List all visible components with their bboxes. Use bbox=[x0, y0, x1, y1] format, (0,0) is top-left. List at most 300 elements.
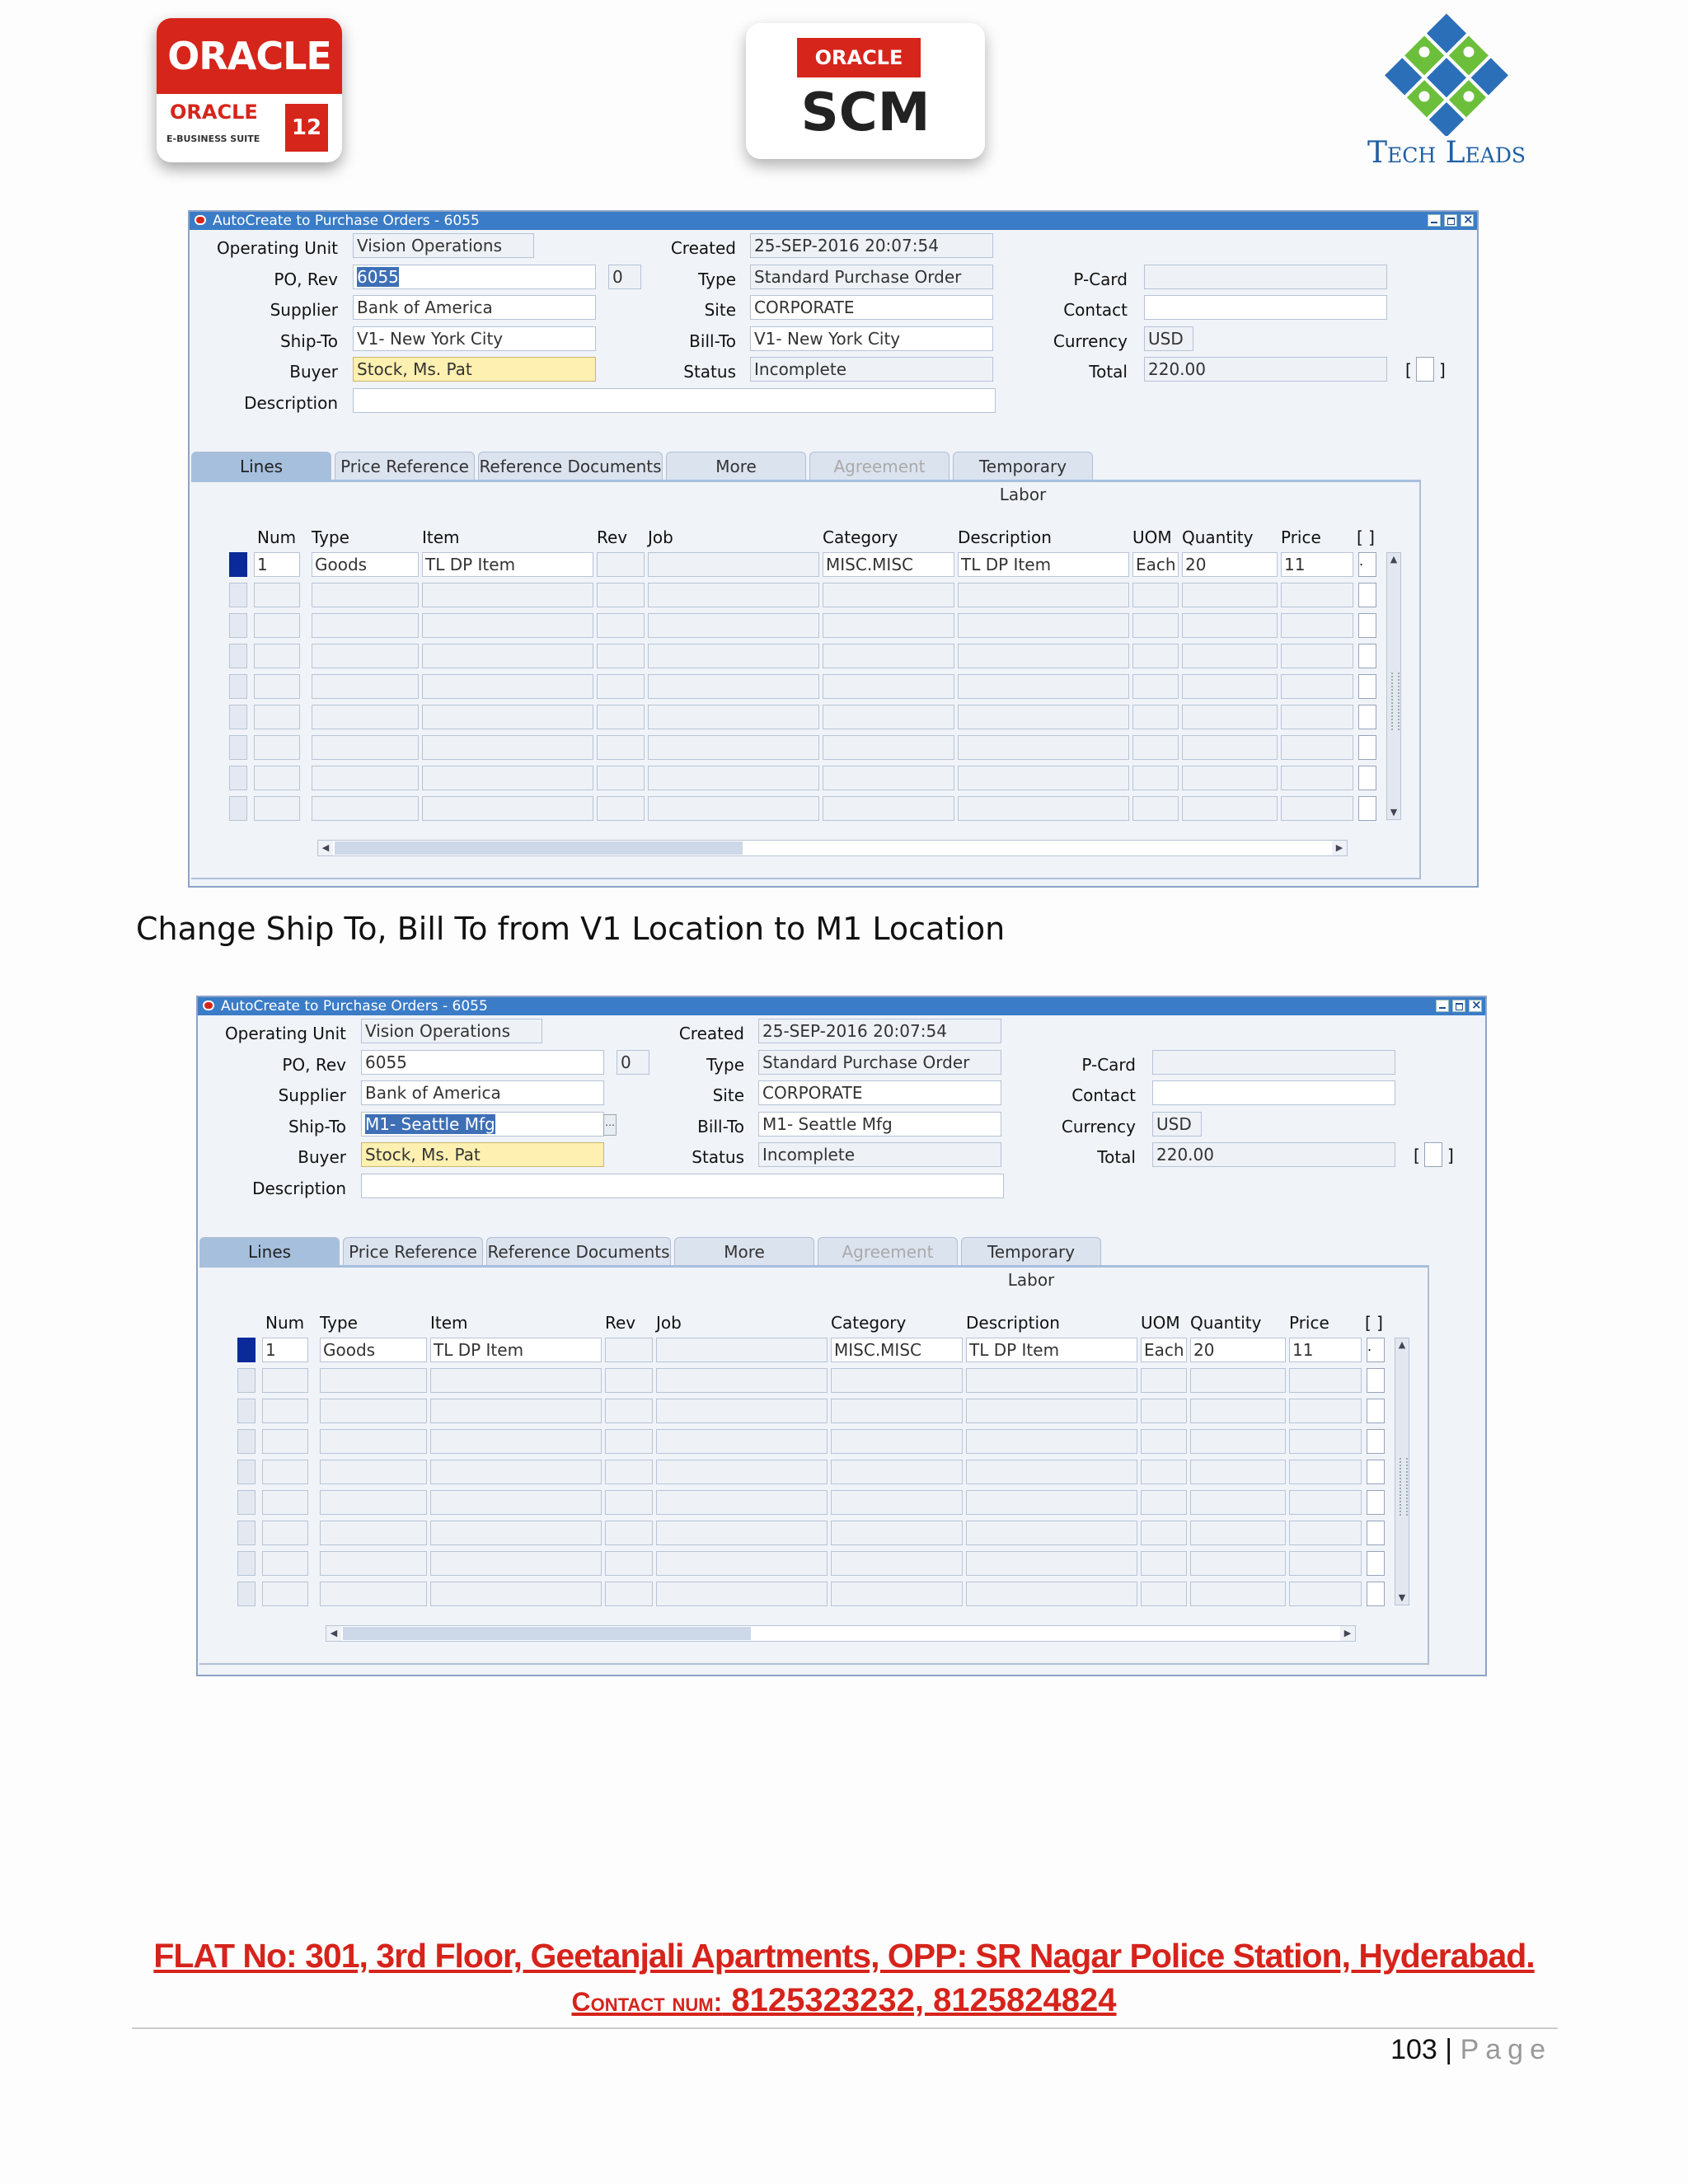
cell-category[interactable] bbox=[823, 583, 954, 607]
cell-rev[interactable] bbox=[597, 766, 645, 790]
cell-uom[interactable] bbox=[1141, 1582, 1187, 1606]
cell-job[interactable] bbox=[648, 674, 819, 699]
cell-job[interactable] bbox=[648, 644, 819, 668]
cell-rev[interactable] bbox=[597, 705, 645, 729]
contact-field[interactable] bbox=[1152, 1080, 1395, 1105]
row-selector[interactable] bbox=[229, 613, 247, 638]
cell-price[interactable] bbox=[1281, 644, 1353, 668]
cell-quantity[interactable] bbox=[1190, 1582, 1286, 1606]
ship-to-field[interactable] bbox=[361, 1112, 615, 1137]
autocreate-po-form-before bbox=[188, 210, 1479, 888]
cell-quantity[interactable] bbox=[1182, 705, 1278, 729]
buyer-field[interactable]: Stock, Ms. Pat bbox=[361, 1142, 604, 1167]
cell-type[interactable] bbox=[320, 1429, 427, 1454]
cell-uom[interactable] bbox=[1141, 1551, 1187, 1576]
cell-uom[interactable]: Each bbox=[1141, 1338, 1187, 1362]
row-checkbox[interactable] bbox=[1367, 1582, 1385, 1606]
cell-uom[interactable] bbox=[1132, 705, 1179, 729]
cell-num[interactable] bbox=[262, 1399, 308, 1423]
cell-item[interactable] bbox=[430, 1460, 602, 1484]
cell-item[interactable] bbox=[430, 1429, 602, 1454]
description-field[interactable] bbox=[361, 1174, 1004, 1198]
currency-field[interactable]: USD bbox=[1152, 1112, 1202, 1137]
cell-type[interactable] bbox=[312, 766, 419, 790]
scroll-up-icon[interactable]: ▲ bbox=[1398, 1339, 1406, 1350]
row-checkbox[interactable] bbox=[1367, 1368, 1385, 1393]
cell-category[interactable] bbox=[831, 1521, 963, 1545]
row-selector[interactable] bbox=[229, 796, 247, 821]
cell-category[interactable]: MISC.MISC bbox=[831, 1338, 963, 1362]
bill-to-field[interactable]: M1- Seattle Mfg bbox=[758, 1112, 1001, 1137]
row-selector[interactable] bbox=[237, 1521, 256, 1545]
cell-price[interactable] bbox=[1281, 583, 1353, 607]
row-checkbox[interactable] bbox=[1367, 1460, 1385, 1484]
cell-num[interactable] bbox=[262, 1582, 308, 1606]
cell-item[interactable]: TL DP Item bbox=[430, 1338, 602, 1362]
cell-rev[interactable] bbox=[597, 613, 645, 638]
tab-price-reference[interactable]: Price Reference bbox=[335, 452, 475, 480]
cell-description[interactable] bbox=[958, 796, 1129, 821]
row-selector[interactable] bbox=[229, 674, 247, 699]
supplier-label: Supplier bbox=[270, 300, 338, 320]
cell-description[interactable] bbox=[966, 1368, 1137, 1393]
column-header-type: Type bbox=[320, 1313, 358, 1333]
cell-type[interactable]: Goods bbox=[312, 552, 419, 577]
cell-price[interactable] bbox=[1289, 1490, 1362, 1515]
cell-uom[interactable] bbox=[1132, 796, 1179, 821]
cell-uom[interactable] bbox=[1132, 766, 1179, 790]
description-field[interactable] bbox=[353, 388, 996, 413]
cell-num[interactable]: 1 bbox=[254, 552, 300, 577]
row-selector[interactable] bbox=[237, 1551, 256, 1576]
cell-job[interactable] bbox=[648, 552, 819, 577]
tab-more[interactable]: More bbox=[674, 1237, 814, 1265]
site-field[interactable]: CORPORATE bbox=[750, 295, 993, 320]
cell-type[interactable] bbox=[312, 613, 419, 638]
cell-quantity[interactable] bbox=[1182, 644, 1278, 668]
cell-rev[interactable] bbox=[605, 1399, 653, 1423]
cell-category[interactable] bbox=[823, 766, 954, 790]
row-checkbox[interactable] bbox=[1367, 1399, 1385, 1423]
cell-quantity[interactable]: 20 bbox=[1190, 1338, 1286, 1362]
cell-type[interactable] bbox=[320, 1460, 427, 1484]
cell-job[interactable] bbox=[656, 1338, 828, 1362]
cell-price[interactable] bbox=[1281, 674, 1353, 699]
cell-price[interactable] bbox=[1289, 1399, 1362, 1423]
cell-rev[interactable] bbox=[605, 1429, 653, 1454]
site-field[interactable]: CORPORATE bbox=[758, 1080, 1001, 1105]
cell-item[interactable] bbox=[422, 705, 593, 729]
row-selector[interactable] bbox=[229, 583, 247, 607]
cell-num[interactable] bbox=[254, 674, 300, 699]
row-selector[interactable] bbox=[237, 1399, 256, 1423]
row-selector[interactable] bbox=[237, 1490, 256, 1515]
cell-quantity[interactable] bbox=[1190, 1460, 1286, 1484]
cell-uom[interactable] bbox=[1141, 1521, 1187, 1545]
cell-uom[interactable] bbox=[1141, 1368, 1187, 1393]
cell-price[interactable]: 11 bbox=[1281, 552, 1353, 577]
minimize-icon[interactable] bbox=[1428, 214, 1441, 227]
scroll-thumb[interactable] bbox=[335, 841, 743, 855]
cell-rev[interactable] bbox=[597, 674, 645, 699]
cell-quantity[interactable] bbox=[1190, 1368, 1286, 1393]
row-selector[interactable] bbox=[229, 705, 247, 729]
site-label: Site bbox=[704, 300, 736, 320]
tab-temporary-labor[interactable]: Temporary Labor bbox=[961, 1237, 1101, 1265]
row-selector[interactable] bbox=[237, 1368, 256, 1393]
row-checkbox[interactable]: . bbox=[1358, 552, 1376, 577]
cell-job[interactable] bbox=[648, 583, 819, 607]
cell-uom[interactable] bbox=[1132, 674, 1179, 699]
cell-category[interactable] bbox=[823, 705, 954, 729]
cell-rev[interactable] bbox=[605, 1338, 653, 1362]
cell-quantity[interactable] bbox=[1182, 796, 1278, 821]
cell-num[interactable] bbox=[262, 1490, 308, 1515]
horizontal-scrollbar[interactable] bbox=[317, 840, 1348, 856]
cell-item[interactable] bbox=[430, 1521, 602, 1545]
scroll-grip[interactable] bbox=[1391, 673, 1400, 730]
buyer-field[interactable]: Stock, Ms. Pat bbox=[353, 357, 596, 382]
cell-category[interactable] bbox=[831, 1490, 963, 1515]
cell-quantity[interactable] bbox=[1182, 674, 1278, 699]
cell-job[interactable] bbox=[648, 705, 819, 729]
type-label: Type bbox=[706, 1055, 744, 1075]
cell-description[interactable] bbox=[958, 644, 1129, 668]
cell-price[interactable] bbox=[1289, 1521, 1362, 1545]
cell-num[interactable] bbox=[254, 735, 300, 760]
ship-to-lov-button[interactable]: … bbox=[603, 1114, 617, 1136]
row-selector[interactable] bbox=[237, 1460, 256, 1484]
cell-job[interactable] bbox=[656, 1551, 828, 1576]
cell-num[interactable] bbox=[262, 1551, 308, 1576]
cell-type[interactable] bbox=[320, 1521, 427, 1545]
row-checkbox[interactable] bbox=[1367, 1429, 1385, 1454]
row-checkbox[interactable] bbox=[1358, 735, 1376, 760]
maximize-icon[interactable] bbox=[1444, 214, 1457, 227]
cell-description[interactable] bbox=[958, 674, 1129, 699]
cell-num[interactable] bbox=[254, 583, 300, 607]
oracle-logo-text: ORACLE bbox=[157, 18, 342, 94]
cell-description[interactable] bbox=[966, 1521, 1137, 1545]
cell-rev[interactable] bbox=[597, 735, 645, 760]
cell-uom[interactable] bbox=[1132, 583, 1179, 607]
cell-description[interactable] bbox=[966, 1399, 1137, 1423]
cell-job[interactable] bbox=[648, 613, 819, 638]
po-number-field[interactable] bbox=[361, 1050, 604, 1075]
cell-category[interactable] bbox=[831, 1399, 963, 1423]
cell-price[interactable] bbox=[1281, 613, 1353, 638]
cell-category[interactable] bbox=[831, 1368, 963, 1393]
cell-job[interactable] bbox=[648, 766, 819, 790]
scroll-up-icon[interactable]: ▲ bbox=[1390, 554, 1398, 565]
cell-type[interactable] bbox=[312, 583, 419, 607]
cell-job[interactable] bbox=[656, 1582, 828, 1606]
cell-job[interactable] bbox=[656, 1429, 828, 1454]
cell-price[interactable] bbox=[1281, 766, 1353, 790]
currency-field[interactable]: USD bbox=[1144, 326, 1193, 351]
cell-rev[interactable] bbox=[597, 583, 645, 607]
cell-item[interactable] bbox=[422, 735, 593, 760]
column-header-rev: Rev bbox=[605, 1313, 636, 1333]
ship-to-field[interactable] bbox=[353, 326, 596, 351]
maximize-icon[interactable] bbox=[1452, 1000, 1465, 1012]
tab-reference-documents[interactable]: Reference Documents bbox=[478, 452, 663, 480]
supplier-label: Supplier bbox=[278, 1085, 346, 1105]
cell-uom[interactable] bbox=[1132, 735, 1179, 760]
total-label: Total bbox=[1097, 1147, 1136, 1167]
supplier-field[interactable]: Bank of America bbox=[361, 1080, 604, 1105]
cell-rev[interactable] bbox=[605, 1460, 653, 1484]
cell-num[interactable] bbox=[254, 796, 300, 821]
cell-price[interactable] bbox=[1289, 1551, 1362, 1576]
cell-description[interactable] bbox=[958, 613, 1129, 638]
cell-description[interactable] bbox=[966, 1429, 1137, 1454]
scroll-left-icon[interactable]: ◀ bbox=[326, 1626, 341, 1641]
cell-rev[interactable] bbox=[597, 644, 645, 668]
vertical-scrollbar[interactable] bbox=[1395, 1338, 1409, 1605]
cell-description[interactable] bbox=[958, 705, 1129, 729]
cell-price[interactable] bbox=[1289, 1582, 1362, 1606]
cell-uom[interactable] bbox=[1141, 1490, 1187, 1515]
cell-num[interactable] bbox=[262, 1368, 308, 1393]
cell-uom[interactable] bbox=[1141, 1460, 1187, 1484]
cell-type[interactable]: Goods bbox=[320, 1338, 427, 1362]
cell-quantity[interactable] bbox=[1182, 766, 1278, 790]
row-selector[interactable] bbox=[229, 735, 247, 760]
row-selector[interactable] bbox=[237, 1582, 256, 1606]
cell-item[interactable] bbox=[422, 644, 593, 668]
cell-num[interactable] bbox=[254, 613, 300, 638]
currency-label: Currency bbox=[1053, 331, 1128, 351]
cell-item[interactable] bbox=[422, 766, 593, 790]
cell-quantity[interactable] bbox=[1182, 735, 1278, 760]
tab-lines[interactable]: Lines bbox=[199, 1237, 340, 1265]
tab-lines[interactable]: Lines bbox=[191, 452, 331, 480]
cell-item[interactable] bbox=[430, 1368, 602, 1393]
cell-rev[interactable] bbox=[597, 552, 645, 577]
page-number-value: 103 bbox=[1390, 2034, 1437, 2065]
row-selector[interactable] bbox=[237, 1338, 256, 1362]
row-checkbox[interactable] bbox=[1358, 766, 1376, 790]
cell-rev[interactable] bbox=[605, 1582, 653, 1606]
footer-contact bbox=[0, 1982, 1688, 2019]
type-field[interactable]: Standard Purchase Order bbox=[750, 265, 993, 289]
cell-num[interactable] bbox=[254, 705, 300, 729]
cell-quantity[interactable] bbox=[1182, 613, 1278, 638]
cell-quantity[interactable]: 20 bbox=[1182, 552, 1278, 577]
cell-job[interactable] bbox=[656, 1460, 828, 1484]
row-checkbox[interactable] bbox=[1358, 796, 1376, 821]
po-number-value: 6055 bbox=[357, 267, 399, 287]
cell-job[interactable] bbox=[656, 1490, 828, 1515]
cell-description[interactable] bbox=[958, 583, 1129, 607]
attachment-checkbox[interactable] bbox=[1416, 357, 1434, 382]
cell-item[interactable] bbox=[430, 1490, 602, 1515]
attachment-checkbox[interactable] bbox=[1424, 1142, 1442, 1167]
window-controls bbox=[1428, 214, 1474, 227]
cell-uom[interactable] bbox=[1132, 613, 1179, 638]
supplier-field[interactable]: Bank of America bbox=[353, 295, 596, 320]
cell-item[interactable]: TL DP Item bbox=[422, 552, 593, 577]
contact-field[interactable] bbox=[1144, 295, 1387, 320]
cell-item[interactable] bbox=[430, 1582, 602, 1606]
cell-category[interactable] bbox=[831, 1582, 963, 1606]
row-checkbox[interactable] bbox=[1358, 613, 1376, 638]
scroll-down-icon[interactable]: ▼ bbox=[1390, 807, 1398, 818]
cell-category[interactable] bbox=[823, 674, 954, 699]
vertical-scrollbar[interactable] bbox=[1386, 552, 1401, 820]
description-label: Description bbox=[244, 393, 338, 413]
cell-description[interactable] bbox=[958, 766, 1129, 790]
cell-quantity[interactable] bbox=[1190, 1429, 1286, 1454]
cell-description[interactable] bbox=[966, 1551, 1137, 1576]
cell-price[interactable] bbox=[1289, 1368, 1362, 1393]
cell-price[interactable] bbox=[1281, 735, 1353, 760]
cell-type[interactable] bbox=[312, 705, 419, 729]
cell-type[interactable] bbox=[320, 1399, 427, 1423]
cell-item[interactable] bbox=[422, 796, 593, 821]
cell-price[interactable] bbox=[1281, 796, 1353, 821]
row-checkbox[interactable] bbox=[1367, 1490, 1385, 1515]
cell-job[interactable] bbox=[656, 1399, 828, 1423]
instruction-caption: Change Ship To, Bill To from V1 Location to M1 Location bbox=[136, 911, 1006, 947]
tab-more[interactable]: More bbox=[666, 452, 806, 480]
scroll-thumb[interactable] bbox=[343, 1627, 751, 1640]
scm-oracle-text: ORACLE bbox=[797, 38, 921, 77]
row-checkbox[interactable] bbox=[1358, 674, 1376, 699]
cell-description[interactable] bbox=[966, 1460, 1137, 1484]
row-selector[interactable] bbox=[237, 1429, 256, 1454]
cell-price[interactable] bbox=[1281, 705, 1353, 729]
row-selector[interactable] bbox=[229, 766, 247, 790]
cell-job[interactable] bbox=[656, 1521, 828, 1545]
cell-rev[interactable] bbox=[605, 1368, 653, 1393]
operating-unit-field[interactable]: Vision Operations bbox=[361, 1019, 542, 1043]
tab-temporary-labor[interactable]: Temporary Labor bbox=[953, 452, 1093, 480]
column-header-uom: UOM bbox=[1141, 1313, 1180, 1333]
row-selector[interactable] bbox=[229, 552, 247, 577]
cell-description[interactable]: TL DP Item bbox=[958, 552, 1129, 577]
type-field[interactable]: Standard Purchase Order bbox=[758, 1050, 1001, 1075]
cell-type[interactable] bbox=[312, 644, 419, 668]
minimize-icon[interactable] bbox=[1436, 1000, 1449, 1012]
cell-quantity[interactable] bbox=[1190, 1551, 1286, 1576]
row-checkbox[interactable] bbox=[1358, 583, 1376, 607]
cell-category[interactable] bbox=[823, 735, 954, 760]
cell-description[interactable]: TL DP Item bbox=[966, 1338, 1137, 1362]
cell-category[interactable] bbox=[831, 1429, 963, 1454]
cell-category[interactable] bbox=[831, 1460, 963, 1484]
cell-type[interactable] bbox=[320, 1368, 427, 1393]
pcard-field[interactable] bbox=[1144, 265, 1387, 289]
cell-quantity[interactable] bbox=[1190, 1521, 1286, 1545]
cell-description[interactable] bbox=[966, 1490, 1137, 1515]
cell-category[interactable] bbox=[823, 613, 954, 638]
cell-item[interactable] bbox=[422, 583, 593, 607]
cell-category[interactable] bbox=[823, 796, 954, 821]
cell-num[interactable] bbox=[262, 1521, 308, 1545]
cell-rev[interactable] bbox=[605, 1551, 653, 1576]
pcard-label: P-Card bbox=[1073, 269, 1128, 289]
cell-quantity[interactable] bbox=[1182, 583, 1278, 607]
cell-type[interactable] bbox=[320, 1551, 427, 1576]
cell-uom[interactable]: Each bbox=[1132, 552, 1179, 577]
cell-item[interactable] bbox=[422, 674, 593, 699]
cell-price[interactable] bbox=[1289, 1429, 1362, 1454]
po-number-value: 6055 bbox=[365, 1052, 407, 1072]
cell-description[interactable] bbox=[958, 735, 1129, 760]
row-checkbox[interactable] bbox=[1367, 1521, 1385, 1545]
rev-field[interactable]: 0 bbox=[608, 265, 641, 289]
row-checkbox[interactable] bbox=[1358, 644, 1376, 668]
scroll-right-icon[interactable]: ▶ bbox=[1332, 841, 1347, 855]
cell-job[interactable] bbox=[648, 796, 819, 821]
close-icon[interactable] bbox=[1461, 214, 1474, 227]
tab-agreement: Agreement bbox=[809, 452, 950, 480]
cell-rev[interactable] bbox=[597, 796, 645, 821]
cell-type[interactable] bbox=[312, 735, 419, 760]
cell-price[interactable] bbox=[1289, 1460, 1362, 1484]
row-selector[interactable] bbox=[229, 644, 247, 668]
cell-category[interactable]: MISC.MISC bbox=[823, 552, 954, 577]
cell-type[interactable] bbox=[320, 1490, 427, 1515]
cell-item[interactable] bbox=[430, 1399, 602, 1423]
cell-num[interactable] bbox=[254, 766, 300, 790]
cell-type[interactable] bbox=[320, 1582, 427, 1606]
cell-type[interactable] bbox=[312, 674, 419, 699]
rev-field[interactable]: 0 bbox=[617, 1050, 649, 1075]
cell-quantity[interactable] bbox=[1190, 1490, 1286, 1515]
row-checkbox[interactable] bbox=[1358, 705, 1376, 729]
cell-price[interactable]: 11 bbox=[1289, 1338, 1362, 1362]
cell-rev[interactable] bbox=[605, 1521, 653, 1545]
description-label: Description bbox=[252, 1179, 346, 1198]
bill-to-field[interactable]: V1- New York City bbox=[750, 326, 993, 351]
cell-job[interactable] bbox=[656, 1368, 828, 1393]
cell-uom[interactable] bbox=[1132, 644, 1179, 668]
cell-num[interactable]: 1 bbox=[262, 1338, 308, 1362]
cell-description[interactable] bbox=[966, 1582, 1137, 1606]
cell-rev[interactable] bbox=[605, 1490, 653, 1515]
cell-num[interactable] bbox=[254, 644, 300, 668]
cell-job[interactable] bbox=[648, 735, 819, 760]
cell-num[interactable] bbox=[262, 1429, 308, 1454]
cell-category[interactable] bbox=[831, 1551, 963, 1576]
po-number-field[interactable] bbox=[353, 265, 596, 289]
scroll-grip[interactable] bbox=[1400, 1458, 1408, 1516]
cell-uom[interactable] bbox=[1141, 1429, 1187, 1454]
pcard-field[interactable] bbox=[1152, 1050, 1395, 1075]
cell-uom[interactable] bbox=[1141, 1399, 1187, 1423]
buyer-label: Buyer bbox=[298, 1147, 346, 1167]
cell-item[interactable] bbox=[430, 1551, 602, 1576]
cell-num[interactable] bbox=[262, 1460, 308, 1484]
horizontal-scrollbar[interactable] bbox=[326, 1625, 1356, 1642]
tab-reference-documents[interactable]: Reference Documents bbox=[486, 1237, 671, 1265]
row-checkbox[interactable]: . bbox=[1367, 1338, 1385, 1362]
scroll-down-icon[interactable]: ▼ bbox=[1398, 1592, 1406, 1603]
cell-type[interactable] bbox=[312, 796, 419, 821]
close-icon[interactable] bbox=[1469, 1000, 1482, 1012]
scroll-right-icon[interactable]: ▶ bbox=[1340, 1626, 1355, 1641]
scroll-left-icon[interactable]: ◀ bbox=[318, 841, 333, 855]
cell-category[interactable] bbox=[823, 644, 954, 668]
operating-unit-field[interactable]: Vision Operations bbox=[353, 233, 534, 258]
cell-item[interactable] bbox=[422, 613, 593, 638]
cell-quantity[interactable] bbox=[1190, 1399, 1286, 1423]
tab-price-reference[interactable]: Price Reference bbox=[343, 1237, 483, 1265]
row-checkbox[interactable] bbox=[1367, 1551, 1385, 1576]
